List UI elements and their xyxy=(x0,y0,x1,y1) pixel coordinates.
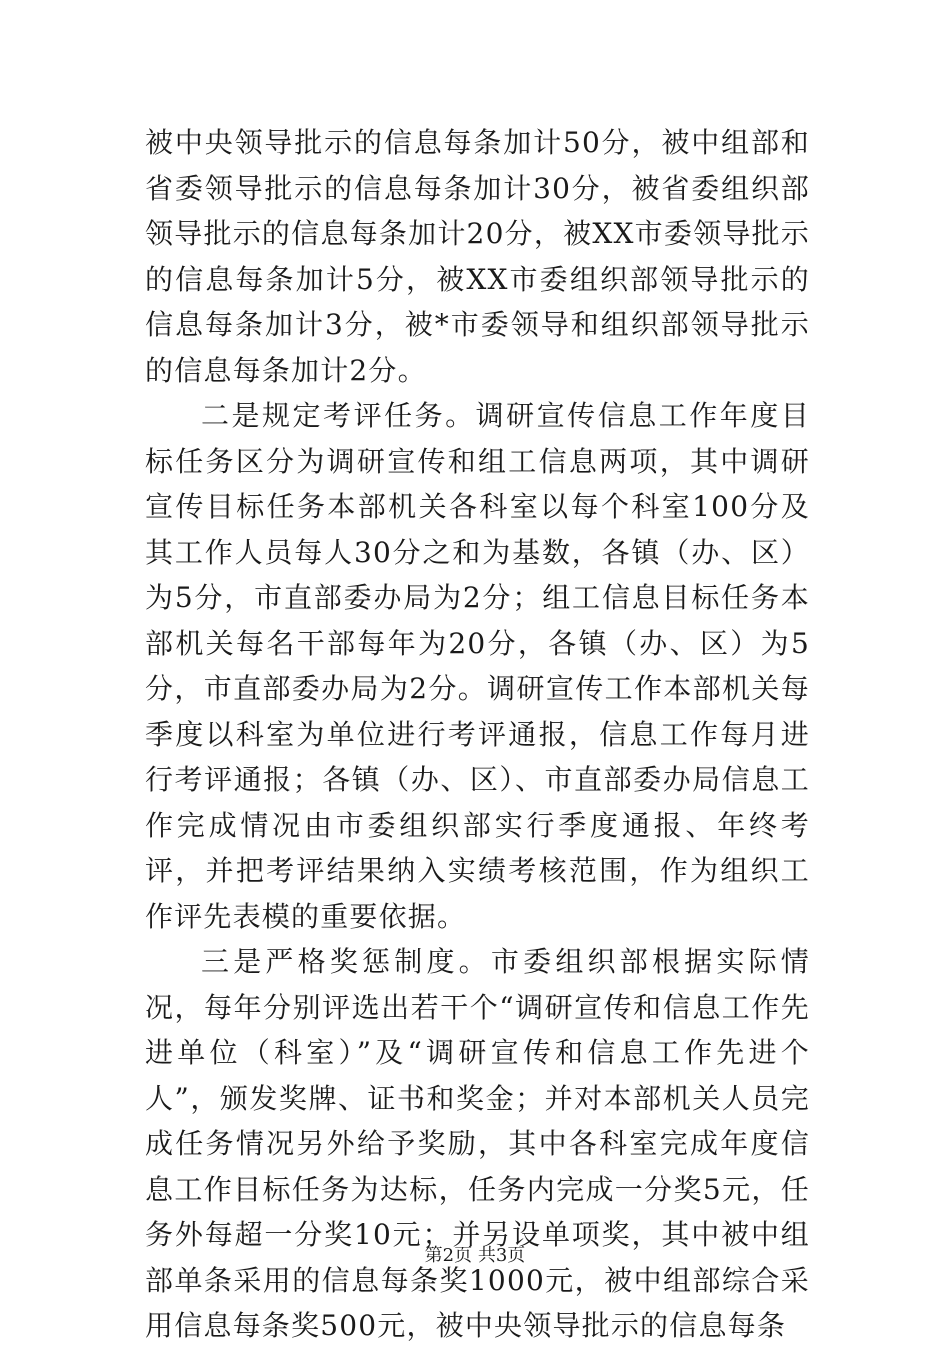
paragraph-rewards: 三是严格奖惩制度。市委组织部根据实际情况，每年分别评选出若干个“调研宣传和信息工作先进单位（科室）”及“调研宣传和信息工作先进个人”，颁发奖牌、证书和奖金；并对本部机关人员完成任务情况另外给予奖励，其中各科室完成年度信息工作目标任务为达标，任务内完成一分奖5元，任务外每超一分奖10元；并另设单项奖，其中被中组部单条采用的信息每条奖1000元，被中组部综合采用信息每条奖500元，被中央领导批示的信息每条 xyxy=(145,945,810,1342)
document-body xyxy=(145,120,810,1349)
paragraph-assessment-tasks: 二是规定考评任务。调研宣传信息工作年度目标任务区分为调研宣传和组工信息两项，其中调研宣传目标任务本部机关各科室以每个科室100分及其工作人员每人30分之和为基数，各镇（办、区）为5分，市直部委办局为2分；组工信息目标任务本部机关每名干部每年为20分，各镇（办、区）为5分，市直部委办局为2分。调研宣传工作本部机关每季度以科室为单位进行考评通报，信息工作每月进行考评通报；各镇（办、区）、市直部委办局信息工作完成情况由市委组织部实行季度通报、年终考评，并把考评结果纳入实绩考核范围，作为组织工作评先表模的重要依据。 xyxy=(145,399,810,933)
paragraph-continued: 被中央领导批示的信息每条加计50分，被中组部和省委领导批示的信息每条加计30分，被省委组织部领导批示的信息每条加计20分，被XX市委领导批示的信息每条加计5分，被XX市委组织部领导批示的信息每条加计3分，被*市委领导和组织部领导批示的信息每条加计2分。 xyxy=(145,126,810,387)
page-number-footer: 第2页 共3页 xyxy=(424,1245,526,1266)
